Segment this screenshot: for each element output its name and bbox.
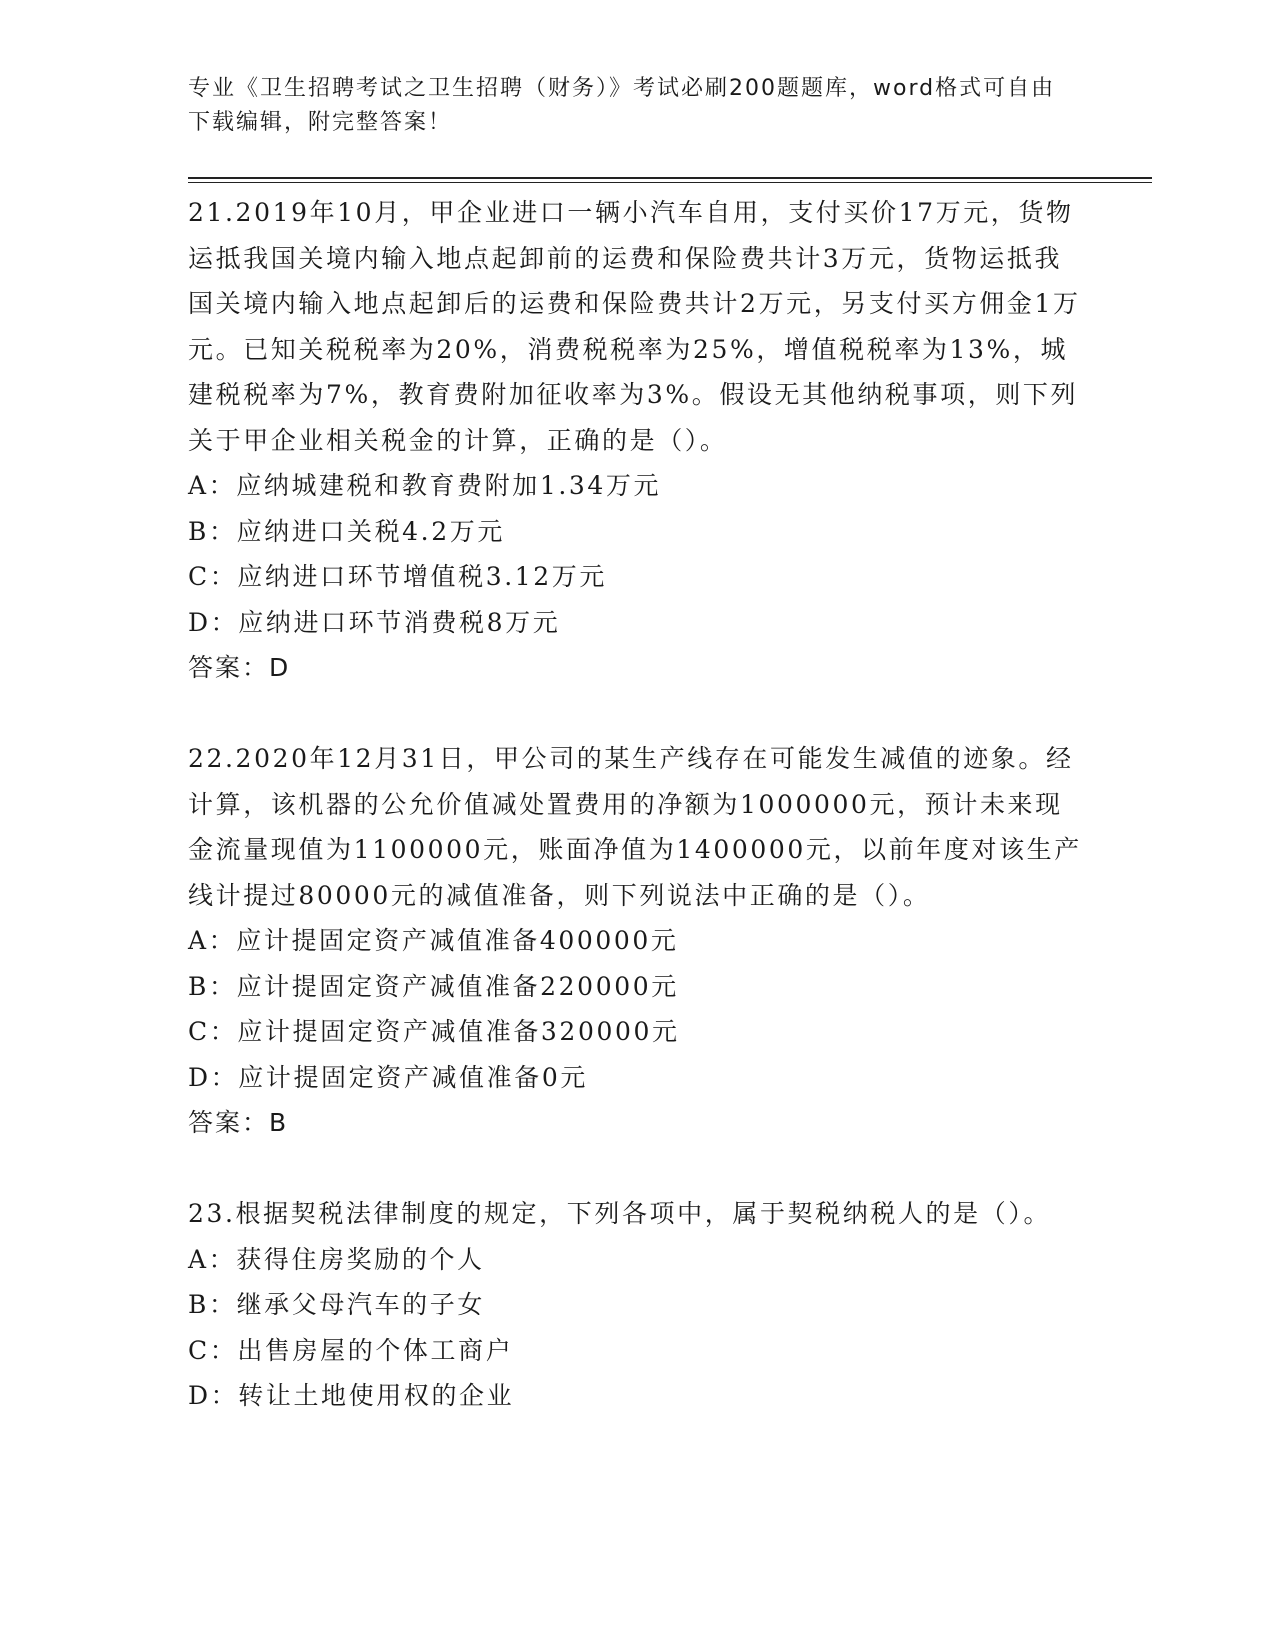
option-b: B：应计提固定资产减值准备220000元 — [188, 971, 679, 1001]
option-b: B：继承父母汽车的子女 — [188, 1290, 485, 1319]
option-a: A：应纳城建税和教育费附加1.34万元 — [188, 471, 662, 500]
question-list — [188, 190, 1088, 1419]
option-d: D：应计提固定资产减值准备0元 — [188, 1062, 588, 1092]
option-a: A：应计提固定资产减值准备400000元 — [188, 926, 679, 955]
header-divider — [188, 177, 1152, 183]
question-spacer — [188, 691, 1088, 737]
question-stem: 22.2020年12月31日，甲公司的某生产线存在可能发生减值的迹象。经计算，该机器的公允价值减处置费用的净额为1000000元，预计未来现金流量现值为1100000元，账面净值为1400000元，以前年度对该生产线计提过80000元的减值准备，则下列说法中正确的是（）。 — [188, 744, 1082, 910]
question-spacer — [188, 1146, 1088, 1192]
header-title: 专业《卫生招聘考试之卫生招聘（财务）》考试必刷200题题库，word格式可自由下载编辑，附完整答案！ — [188, 76, 1056, 135]
answer-line: 答案：B — [188, 1108, 289, 1137]
question-21 — [188, 190, 1088, 691]
option-a: A：获得住房奖励的个人 — [188, 1244, 485, 1274]
question-23 — [188, 1191, 1088, 1419]
option-b: B：应纳进口关税4.2万元 — [188, 516, 505, 546]
option-d: D：应纳进口环节消费税8万元 — [188, 607, 561, 637]
option-c: C：出售房屋的个体工商户 — [188, 1335, 514, 1365]
option-d: D：转让土地使用权的企业 — [188, 1381, 515, 1410]
question-stem: 23.根据契税法律制度的规定，下列各项中，属于契税纳税人的是（）。 — [188, 1199, 1052, 1228]
option-c: C：应纳进口环节增值税3.12万元 — [188, 562, 607, 591]
option-c: C：应计提固定资产减值准备320000元 — [188, 1017, 680, 1046]
document-header — [188, 72, 1068, 140]
question-22 — [188, 736, 1088, 1146]
question-stem: 21.2019年10月，甲企业进口一辆小汽车自用，支付买价17万元，货物运抵我国关境内输入地点起卸前的运费和保险费共计3万元，货物运抵我国关境内输入地点起卸后的运费和保险费共计2万元，另支付买方佣金1万元。已知关税税率为20%，消费税税率为25%，增值税税率为13%，城建税税率为7%，教育费附加征收率为3%。假设无其他纳税事项，则下列关于甲企业相关税金的计算，正确的是（）。 — [188, 198, 1081, 455]
answer-line: 答案：D — [188, 653, 291, 682]
